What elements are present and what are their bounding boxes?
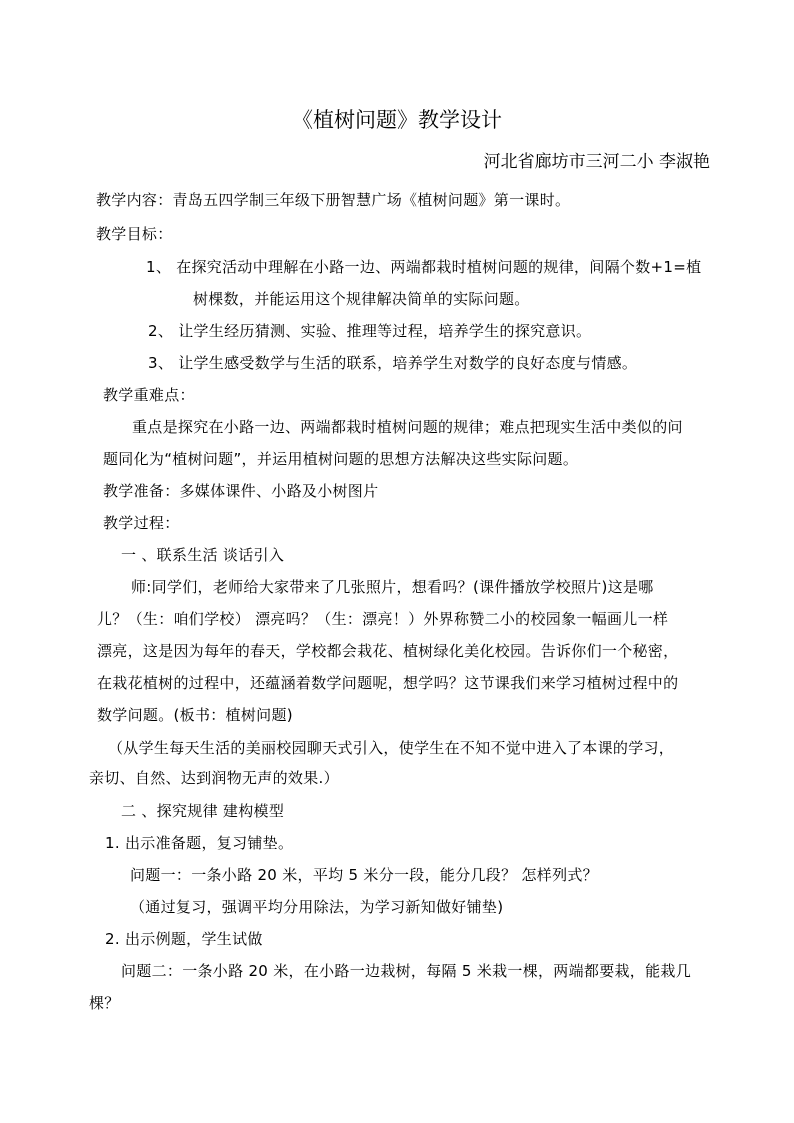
text-line: 教学重难点： [103, 386, 195, 404]
document-title: 《植树问题》教学设计 [292, 108, 502, 132]
text-line: 棵？ [89, 994, 120, 1012]
text-line: 教学过程： [103, 514, 180, 532]
section-heading: 二 、探究规律 建构模型 [121, 802, 285, 820]
text-line: 漂亮，这是因为每年的春天，学校都会栽花、植树绿化美化校园。告诉你们一个秘密， [97, 642, 679, 660]
text-line: 在栽花植树的过程中，还蕴涵着数学问题呢，想学吗？这节课我们来学习植树过程中的 [97, 674, 679, 692]
author-line: 河北省廊坊市三河二小 李淑艳 [483, 152, 710, 172]
text-line: 树棵数，并能运用这个规律解决简单的实际问题。 [193, 290, 530, 308]
text-line: 题同化为“植树问题”，并运用植树问题的思想方法解决这些实际问题。 [103, 450, 579, 468]
text-line: （通过复习，强调平均分用除法，为学习新知做好铺垫) [130, 898, 504, 916]
section-heading: 一 、联系生活 谈话引入 [121, 546, 285, 564]
text-line: 教学目标： [96, 225, 173, 243]
list-item: 1. 出示准备题，复习铺垫。 [105, 834, 294, 852]
text-line: （从学生每天生活的美丽校园聊天式引入，使学生在不知不觉中进入了本课的学习， [108, 739, 675, 757]
text-line: 亲切、自然、达到润物无声的效果.） [89, 769, 339, 787]
text-line: 数学问题。(板书：植树问题) [97, 706, 293, 724]
list-item: 1、 在探究活动中理解在小路一边、两端都栽时植树问题的规律，间隔个数+1=植 [146, 258, 702, 276]
text-line: 教学内容：青岛五四学制三年级下册智慧广场《植树问题》第一课时。 [96, 191, 571, 209]
list-item: 3、 让学生感受数学与生活的联系，培养学生对数学的良好态度与情感。 [148, 354, 638, 372]
text-line: 师:同学们，老师给大家带来了几张照片，想看吗？(课件播放学校照片)这是哪 [131, 578, 654, 596]
list-item: 2. 出示例题，学生试做 [105, 930, 263, 948]
text-line: 儿？（生：咱们学校） 漂亮吗？（生：漂亮！）外界称赞二小的校园象一幅画儿一样 [97, 610, 669, 628]
text-line: 问题一：一条小路 20 米，平均 5 米分一段，能分几段？ 怎样列式？ [130, 866, 598, 884]
text-line: 教学准备：多媒体课件、小路及小树图片 [103, 482, 379, 500]
text-line: 重点是探究在小路一边、两端都栽时植树问题的规律；难点把现实生活中类似的问 [132, 418, 683, 436]
text-line: 问题二：一条小路 20 米，在小路一边栽树，每隔 5 米栽一棵，两端都要栽，能栽几 [121, 962, 692, 980]
list-item: 2、 让学生经历猜测、实验、推理等过程，培养学生的探究意识。 [148, 322, 592, 340]
